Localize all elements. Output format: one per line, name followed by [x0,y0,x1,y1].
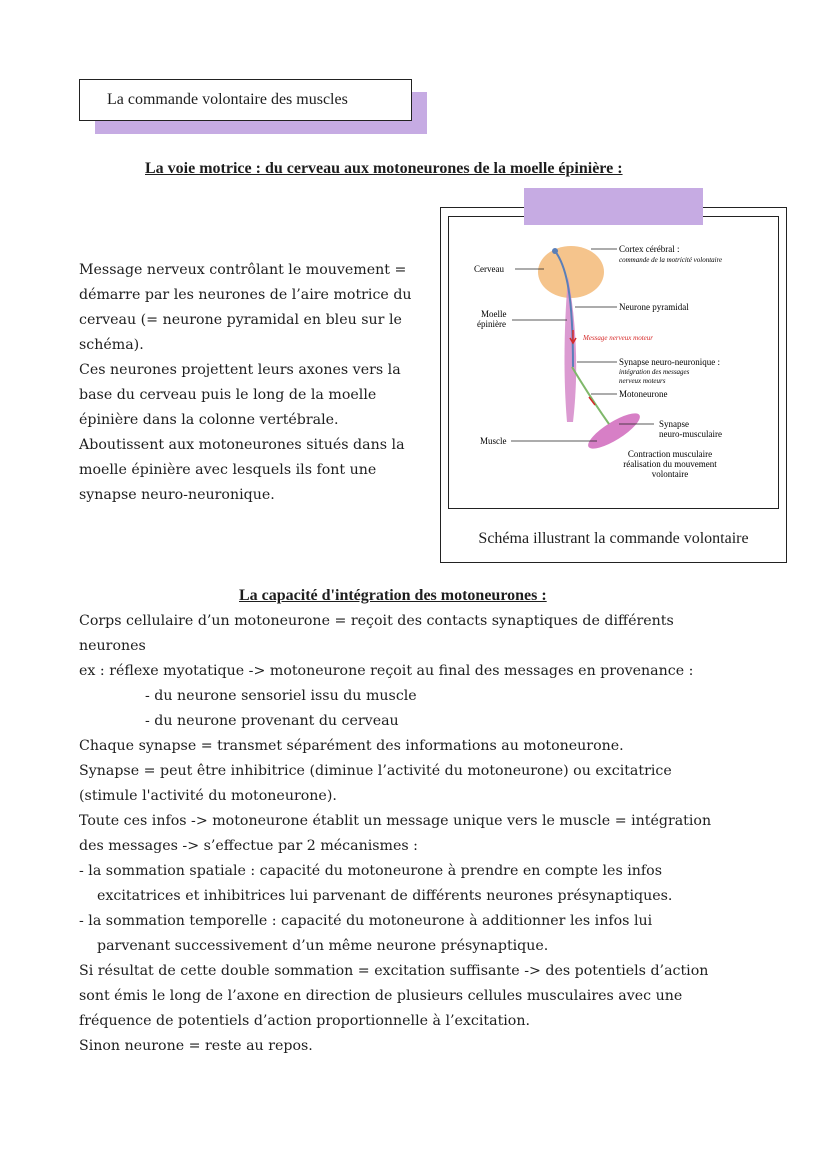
text-line: (stimule l'activité du motoneurone). [79,788,337,804]
text-line: schéma). [79,337,144,353]
text-line: neurones [79,638,146,654]
label-muscle: Muscle [480,436,507,446]
muscle-shape [584,407,644,454]
label-contraction-3: volontaire [651,469,689,479]
pyramidal-neuron-body [552,248,558,254]
text-line: des messages -> s’effectue par 2 mécanismes : [79,838,418,854]
section2-paragraph [79,609,711,1059]
text-line: Sinon neurone = reste au repos. [79,1038,313,1054]
label-synapse-nm-1: Synapse [659,419,689,429]
text-line: Message nerveux contrôlant le mouvement = [79,262,407,278]
text-line: excitatrices et inhibitrices lui parvenant de différents neurones présynaptiques. [97,888,673,904]
figure-image-frame [448,216,779,509]
page-title: La commande volontaire des muscles [79,79,412,121]
label-cortex-sub: commande de la motricité volontaire [619,256,723,264]
label-message: Message nerveux moteur [583,334,653,342]
text-line: moelle épinière avec lesquels ils font une [79,462,377,478]
text-line: Si résultat de cette double sommation = excitation suffisante -> des potentiels d’action [79,963,709,979]
text-line: Corps cellulaire d’un motoneurone = reçoit des contacts synaptiques de différents [79,613,674,629]
text-line: cerveau (= neurone pyramidal en bleu sur le [79,312,402,328]
text-line: Chaque synapse = transmet séparément des informations au motoneurone. [79,738,624,754]
text-line: Ces neurones projettent leurs axones vers la [79,362,401,378]
label-contraction-1: Contraction musculaire [627,449,713,459]
text-line: parvenant successivement d’un même neurone présynaptique. [97,938,549,954]
section1-heading: La voie motrice : du cerveau aux motoneurones de la moelle épinière : [145,160,623,177]
label-epiniere: épinière [477,319,506,329]
motoneuron-path [572,367,609,424]
text-line: Aboutissent aux motoneurones situés dans la [79,437,405,453]
text-line: fréquence de potentiels d’action proportionnelle à l’excitation. [79,1013,530,1029]
text-line: Toute ces infos -> motoneurone établit un message unique vers le muscle = intégration [79,813,712,829]
text-line: démarre par les neurones de l’aire motrice du [79,287,412,303]
list-item: - du neurone sensoriel issu du muscle [145,688,417,704]
label-synapse-nm-2: neuro-musculaire [659,429,722,439]
figure-highlight [524,188,703,225]
list-item: - la sommation temporelle : capacité du motoneurone à additionner les infos lui [79,913,653,929]
label-cortex: Cortex cérébral : [619,244,680,254]
list-item: - du neurone provenant du cerveau [145,713,399,729]
text-line: synapse neuro-neuronique. [79,487,275,503]
figure-caption: Schéma illustrant la commande volontaire [478,530,749,547]
brain-shape [538,246,604,298]
section2-heading: La capacité d'intégration des motoneurones : [239,587,547,604]
list-item: - la sommation spatiale : capacité du motoneurone à prendre en compte les infos [79,863,662,879]
label-contraction-2: réalisation du mouvement [623,459,717,469]
motor-pathway-diagram [449,217,778,508]
label-cerveau: Cerveau [474,264,504,274]
label-pyramidal: Neurone pyramidal [619,302,689,312]
section1-paragraph [79,258,412,508]
label-moelle: Moelle [481,309,507,319]
label-synapse-nn: Synapse neuro-neuronique : [619,357,720,367]
label-synapse-nn-sub2: nerveux moteurs [619,377,666,385]
label-motoneurone: Motoneurone [619,389,668,399]
text-line: sont émis le long de l’axone en direction de plusieurs cellules musculaires avec une [79,988,683,1004]
text-line: épinière dans la colonne vertébrale. [79,412,339,428]
text-line: Synapse = peut être inhibitrice (diminue l’activité du motoneurone) ou excitatrice [79,763,672,779]
text-line: ex : réflexe myotatique -> motoneurone reçoit au final des messages en provenance : [79,663,694,679]
label-synapse-nn-sub1: intégration des messages [619,368,690,376]
text-line: base du cerveau puis le long de la moelle [79,387,377,403]
